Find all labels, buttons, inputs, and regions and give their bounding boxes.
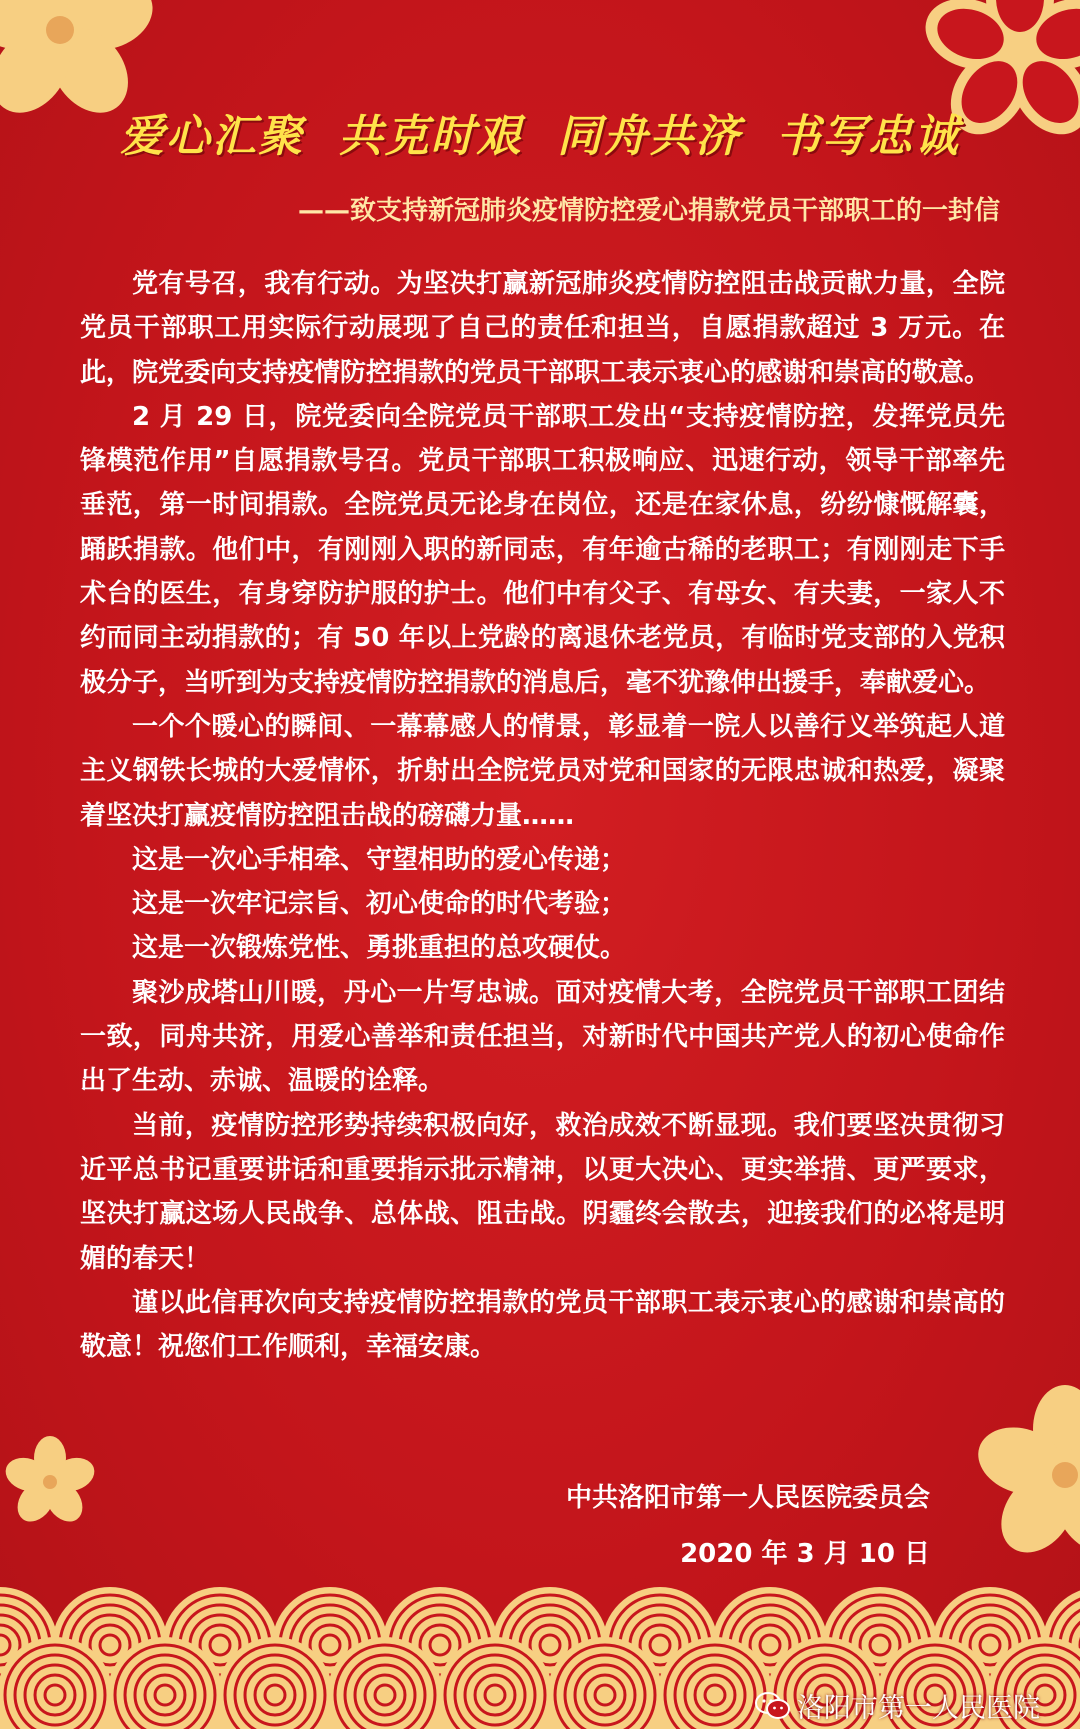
paragraph: 一个个暖心的瞬间、一幕幕感人的情景，彰显着一院人以善行义举筑起人道主义钢铁长城的大爱情怀，折射出全院党员对党和国家的无限忠诚和热爱，凝聚着坚决打赢疫情防控阻击战的磅礴力量……: [80, 711, 1005, 831]
verse-line: 这是一次心手相牵、守望相助的爱心传递；: [132, 844, 627, 875]
flower-small-left-icon: [0, 1432, 100, 1532]
wechat-watermark: [755, 1686, 1040, 1725]
signature-block: [566, 1470, 930, 1582]
verse-line: 这是一次锻炼党性、勇挑重担的总攻硬仗。: [132, 933, 627, 964]
paragraph: 2 月 29 日，院党委向全院党员干部职工发出“支持疫情防控，发挥党员先锋模范作用”自愿捐款号召。党员干部职工积极响应、迅速行动，领导干部率先垂范，第一时间捐款。全院党员无论身在岗位，还是在家休息，纷纷慷慨解囊，踊跃捐款。他们中，有刚刚入职的新同志，有年逾古稀的老职工；有刚刚走下手术台的医生，有身穿防护服的护士。他们中有父子、有母女、有夫妻，一家人不约而同主动捐款的；有 50 年以上党龄的离退休老党员，有临时党支部的入党积极分子，当听到为支持疫情防控捐款的消息后，毫不犹豫伸出援手，奉献爱心。: [80, 401, 1005, 698]
letter-subtitle: ——致支持新冠肺炎疫情防控爱心捐款党员干部职工的一封信: [297, 196, 1000, 226]
paragraph: 谨以此信再次向支持疫情防控捐款的党员干部职工表示衷心的感谢和崇高的敬意！祝您们工作顺利，幸福安康。: [80, 1287, 1005, 1363]
paragraph: 当前，疫情防控形势持续积极向好，救治成效不断显现。我们要坚决贯彻习近平总书记重要讲话和重要指示批示精神，以更大决心、更实举措、更严要求，坚决打赢这场人民战争、总体战、阻击战。阴霾终会散去，迎接我们的必将是明媚的春天！: [80, 1110, 1005, 1274]
watermark-text: 洛阳市第一人民医院: [797, 1693, 1040, 1724]
flower-bottom-right-icon: [970, 1380, 1080, 1570]
signature-date: 2020 年 3 月 10 日: [680, 1539, 930, 1569]
verse-line: 这是一次牢记宗旨、初心使命的时代考验；: [132, 889, 627, 920]
wechat-icon: [755, 1691, 791, 1721]
signature-organization: 中共洛阳市第一人民医院委员会: [565, 1483, 930, 1513]
letter-body: [80, 262, 1005, 1369]
letter-title: 爱心汇聚 共克时艰 同舟共济 书写忠诚: [120, 111, 960, 162]
paragraph: 聚沙成塔山川暖，丹心一片写忠诚。面对疫情大考，全院党员干部职工团结一致，同舟共济，用爱心善举和责任担当，对新时代中国共产党人的初心使命作出了生动、赤诚、温暖的诠释。: [80, 977, 1005, 1097]
paragraph: 党有号召，我有行动。为坚决打赢新冠肺炎疫情防控阻击战贡献力量，全院党员干部职工用实际行动展现了自己的责任和担当，自愿捐款超过 3 万元。在此，院党委向支持疫情防控捐款的党员干部职工表示衷心的感谢和崇高的敬意。: [80, 269, 1005, 388]
